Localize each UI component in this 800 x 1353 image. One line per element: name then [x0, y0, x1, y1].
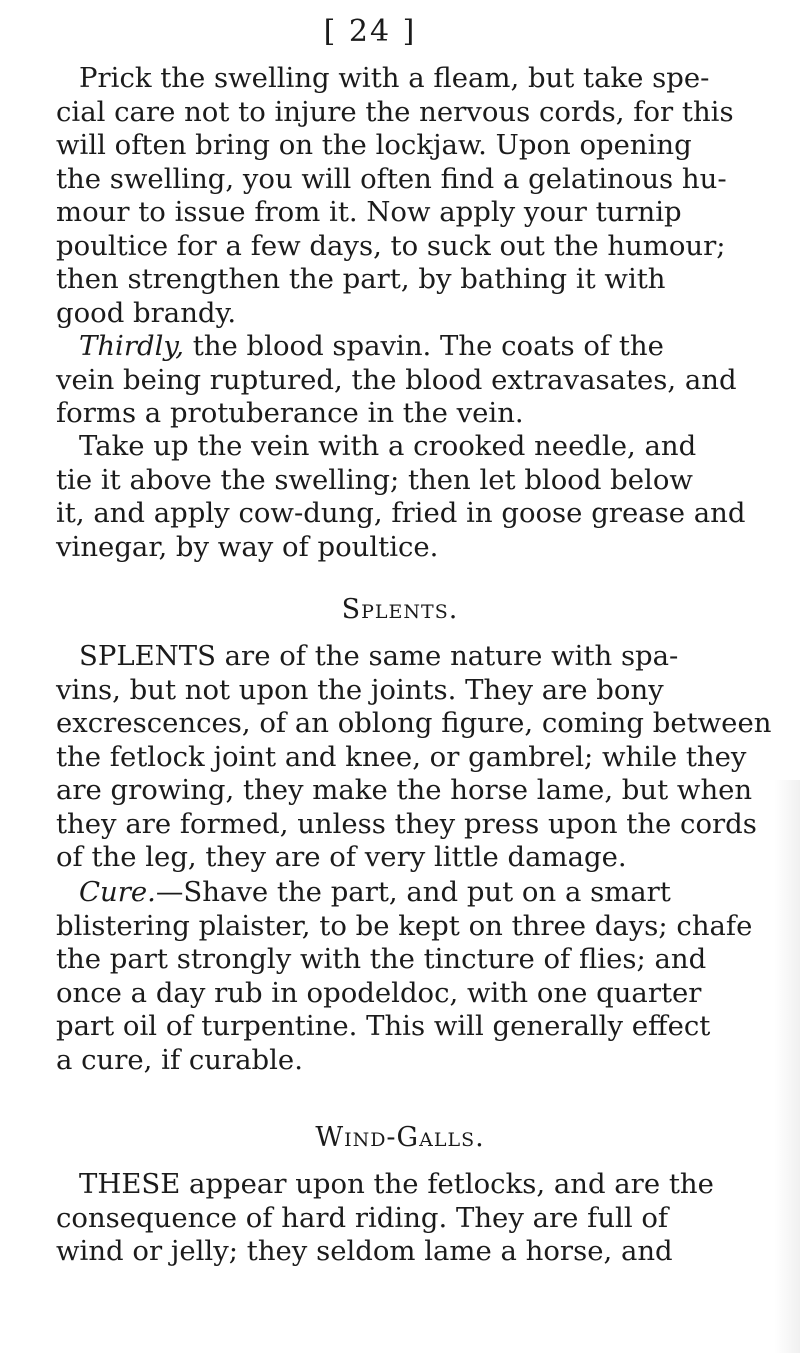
text-line: the part strongly with the tincture of flies; and [56, 943, 707, 975]
italic-lead: Thirdly, [79, 330, 185, 362]
text-line: vinegar, by way of poultice. [56, 530, 439, 563]
paragraph-splents [56, 640, 772, 875]
text-line: then strengthen the part, by bathing it with [56, 263, 666, 295]
text-line: are growing, they make the horse lame, but when [56, 774, 753, 806]
text-line: cial care not to injure the nervous cords, for this [56, 95, 734, 128]
text-line: forms a protuberance in the vein. [56, 397, 524, 429]
text-run: the blood spavin. The coats of the [184, 330, 664, 362]
text-run: —Shave the part, and put on a smart [155, 876, 671, 908]
section-heading-splents: Splents. [341, 594, 459, 625]
text-line: once a day rub in opodeldoc, with one quarter [56, 976, 702, 1009]
text-line: Prick the swelling with a fleam, but take spe- [79, 62, 710, 94]
text-line: it, and apply cow-dung, fried in goose grease and [56, 497, 746, 529]
text-line: good brandy. [56, 296, 237, 329]
paragraph-wind-galls [56, 1168, 766, 1269]
text-line: THESE appear upon the fetlocks, and are the [79, 1168, 714, 1200]
text-line: will often bring on the lockjaw. Upon opening [56, 129, 692, 161]
text-line: they are formed, unless they press upon the cords [56, 807, 757, 840]
text-line: SPLENTS are of the same nature with spa- [79, 640, 679, 672]
paragraph-blood-spavin-cure [56, 430, 766, 564]
text-line: part oil of turpentine. This will generally effect [56, 1010, 711, 1042]
page-edge-shadow [774, 780, 800, 1353]
italic-lead: Cure. [79, 876, 156, 908]
text-line: mour to issue from it. Now apply your turnip [56, 196, 682, 228]
page-number: [ 24 ] [323, 14, 417, 49]
text-line [56, 876, 766, 910]
text-line: wind or jelly; they seldom lame a horse, and [56, 1235, 673, 1267]
text-line: tie it above the swelling; then let blood below [56, 463, 693, 496]
text-line: of the leg, they are of very little damage. [56, 841, 627, 873]
paragraph-blood-spavin [56, 330, 766, 431]
text-line: the fetlock joint and knee, or gambrel; while they [56, 740, 747, 773]
text-line: Take up the vein with a crooked needle, and [79, 430, 697, 462]
text-line: the swelling, you will often find a gelatinous hu- [56, 162, 727, 195]
text-line: poultice for a few days, to suck out the humour; [56, 229, 726, 262]
section-heading-wind-galls: Wind-Galls. [315, 1122, 485, 1153]
text-line: blistering plaister, to be kept on three days; chafe [56, 909, 753, 942]
paragraph-treatment-continued [56, 62, 766, 330]
text-line: excrescences, of an oblong figure, coming between [56, 707, 772, 739]
paragraph-splents-cure [56, 876, 766, 1077]
text-line: vins, but not upon the joints. They are bony [56, 673, 664, 706]
text-line [56, 330, 766, 364]
text-line: vein being ruptured, the blood extravasates, and [56, 363, 737, 396]
text-line: a cure, if curable. [56, 1043, 303, 1076]
text-line: consequence of hard riding. They are full of [56, 1201, 669, 1234]
